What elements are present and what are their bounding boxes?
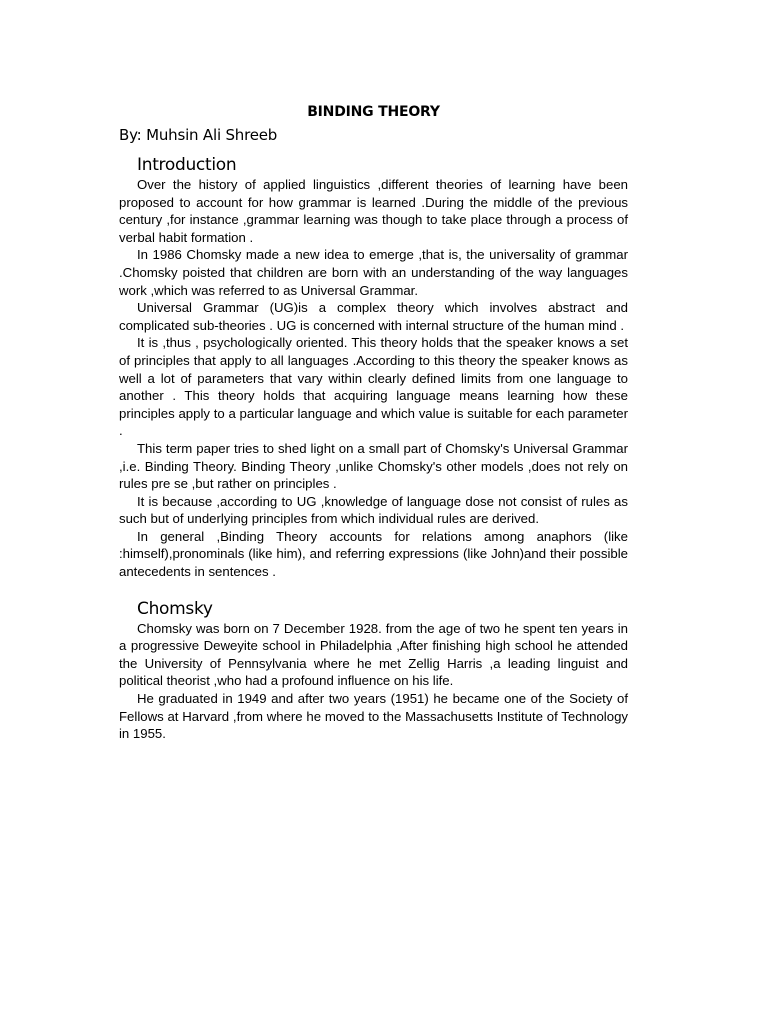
document-author: By: Muhsin Ali Shreeb [119,126,278,144]
paragraph: This term paper tries to shed light on a small part of Chomsky's Universal Grammar ,i.e. Binding Theory. Binding Theory ,unlike Chomsky's other models ,does not rely on rules pre se ,but rather on principles . [119,440,628,492]
paragraph: In 1986 Chomsky made a new idea to emerge ,that is, the universality of grammar .Chomsky poisted that children are born with an understanding of the way languages work ,which was referred to as Universal Grammar. [119,247,628,298]
paragraph: It is because ,according to UG ,knowledge of language dose not consist of rules as such but of underlying principles from which individual rules are derived. [119,493,628,527]
section-introduction [119,154,628,581]
section-heading: Introduction [137,155,237,175]
section-chomsky [119,598,628,743]
paragraph: Over the history of applied linguistics ,different theories of learning have been proposed to account for how grammar is learned .During the middle of the previous century ,for instance ,grammar learning was though to take place through a process of verbal habit formation . [119,177,628,245]
section-spacer [119,581,628,598]
section-heading: Chomsky [137,598,213,619]
document-page [119,104,628,743]
document-title: BINDING THEORY [307,104,440,120]
paragraph: Chomsky was born on 7 December 1928. from the age of two he spent ten years in a progressive Deweyite school in Philadelphia ,After finishing high school he attended the University of Pennsylvania where he met Zellig Harris ,a leading linguist and political theorist ,who had a profound influence on his life. [119,620,628,689]
paragraph: He graduated in 1949 and after two years (1951) he became one of the Society of Fellows at Harvard ,from where he moved to the Massachusetts Institute of Technology in 1955. [119,691,628,742]
paragraph: In general ,Binding Theory accounts for relations among anaphors (like :himself),pronominals (like him), and referring expressions (like John)and their possible antecedents in sentences . [119,528,628,580]
paragraph: It is ,thus , psychologically oriented. This theory holds that the speaker knows a set of principles that apply to all languages .According to this theory the speaker knows as well a lot of parameters that vary within clearly defined limits from one language to another . This theory holds that acquiring language means learning how these principles apply to a particular language and which value is suitable for each parameter . [119,335,628,439]
paragraph: Universal Grammar (UG)is a complex theory which involves abstract and complicated sub-theories . UG is concerned with internal structure of the human mind . [119,300,628,333]
